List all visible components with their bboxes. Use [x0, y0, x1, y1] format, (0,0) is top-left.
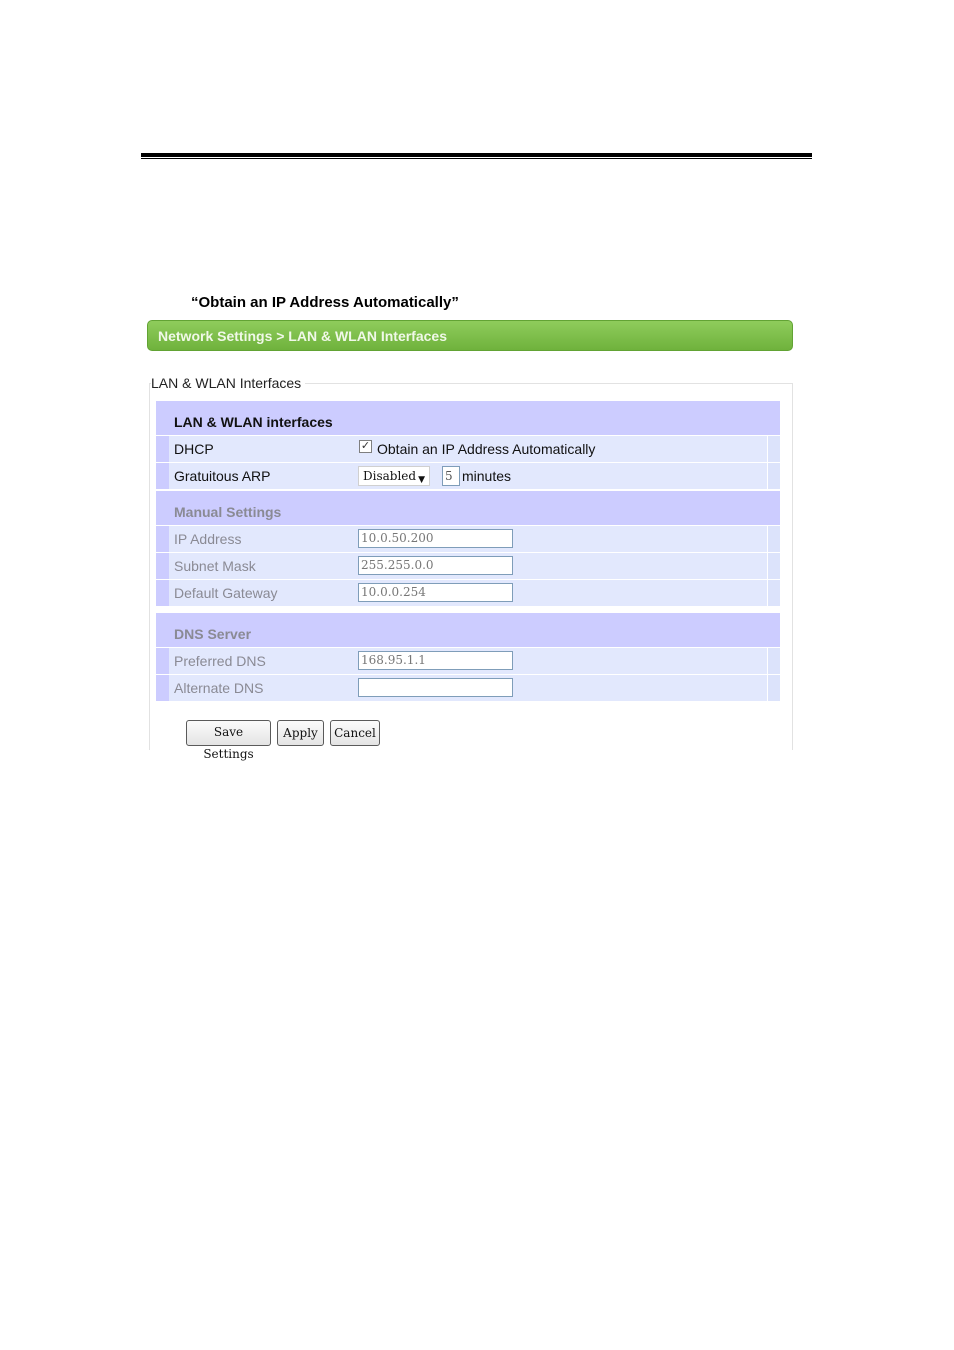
dhcp-row	[156, 436, 780, 463]
lan-section-header	[156, 401, 780, 436]
dns-panel	[156, 613, 780, 702]
subnet-mask-input[interactable]: 255.255.0.0	[358, 556, 513, 575]
lan-panel	[156, 401, 780, 490]
preferred-dns-input[interactable]: 168.95.1.1	[358, 651, 513, 670]
manual-section-header	[156, 491, 780, 526]
lan-section-title: LAN & WLAN interfaces	[174, 414, 333, 430]
arp-select-value: Disabled	[363, 469, 417, 483]
dns-section-title: DNS Server	[174, 626, 252, 642]
frame-title: LAN & WLAN Interfaces	[151, 375, 305, 391]
gateway-input[interactable]: 10.0.0.254	[358, 583, 513, 602]
ip-address-input[interactable]: 10.0.50.200	[358, 529, 513, 548]
pref-dns-label: Preferred DNS	[174, 653, 266, 669]
header-rule-thin	[141, 158, 812, 159]
arp-label: Gratuitous ARP	[174, 468, 271, 484]
manual-panel	[156, 491, 780, 607]
gateway-row	[156, 580, 780, 607]
ip-row	[156, 526, 780, 553]
arp-row	[156, 463, 780, 490]
ip-label: IP Address	[174, 531, 242, 547]
chevron-down-icon: ▼	[418, 475, 425, 485]
breadcrumb-banner	[147, 320, 793, 351]
arp-interval-input[interactable]: 5	[442, 466, 460, 486]
dhcp-label: DHCP	[174, 441, 214, 457]
mask-label: Subnet Mask	[174, 558, 256, 574]
arp-select[interactable]	[358, 466, 430, 486]
pref-dns-row	[156, 648, 780, 675]
dhcp-checkbox[interactable]: ✓	[360, 440, 371, 452]
dns-section-header	[156, 613, 780, 648]
alt-dns-label: Alternate DNS	[174, 680, 264, 696]
manual-section-title: Manual Settings	[174, 504, 282, 520]
caption: “Obtain an IP Address Automatically”	[191, 294, 459, 311]
gateway-label: Default Gateway	[174, 585, 278, 601]
cancel-button[interactable]: Cancel	[330, 720, 380, 746]
save-settings-button[interactable]: Save Settings	[186, 720, 271, 746]
breadcrumb: Network Settings > LAN & WLAN Interfaces	[158, 328, 447, 344]
alternate-dns-input[interactable]	[358, 678, 513, 697]
arp-interval-unit: minutes	[462, 468, 512, 484]
header-rule-thick	[141, 153, 812, 157]
alt-dns-row	[156, 675, 780, 702]
apply-button[interactable]: Apply	[277, 720, 324, 746]
dhcp-option-label: Obtain an IP Address Automatically	[377, 441, 596, 457]
mask-row	[156, 553, 780, 580]
